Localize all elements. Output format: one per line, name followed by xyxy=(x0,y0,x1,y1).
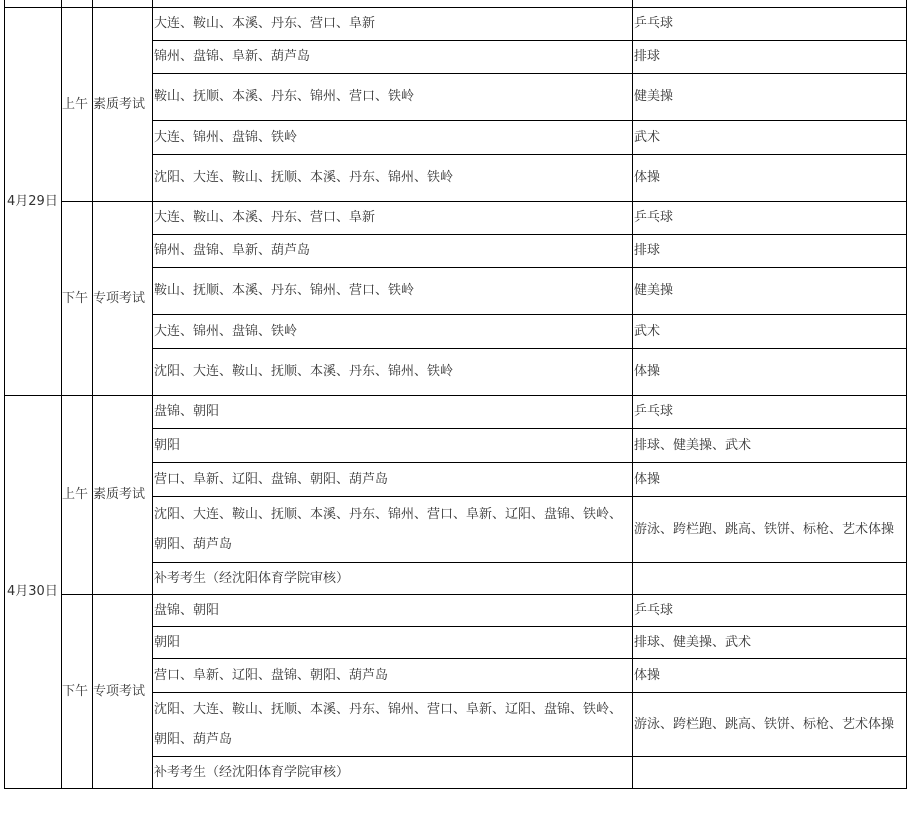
exam-type-cell: 专项考试 xyxy=(93,202,153,396)
events-cell: 武术 xyxy=(633,315,907,349)
events-cell: 排球 xyxy=(633,41,907,74)
events-cell: 排球、健美操、武术 xyxy=(633,429,907,463)
exam-schedule-table xyxy=(4,0,907,789)
events-cell: 排球 xyxy=(633,235,907,268)
session-time-cell: 下午 xyxy=(62,595,93,789)
events-cell: 健美操 xyxy=(633,74,907,121)
events-cell: 游泳、跨栏跑、跳高、铁饼、标枪、艺术体操 xyxy=(633,497,907,563)
cities-cell: 鞍山、抚顺、本溪、丹东、锦州、营口、铁岭 xyxy=(153,74,633,121)
table-row xyxy=(5,396,907,429)
cities-cell: 鞍山、抚顺、本溪、丹东、锦州、营口、铁岭 xyxy=(153,268,633,315)
session-time-cell: 上午 xyxy=(62,8,93,202)
cities-cell: 营口、阜新、辽阳、盘锦、朝阳、葫芦岛 xyxy=(153,659,633,693)
cities-cell: 沈阳、大连、鞍山、抚顺、本溪、丹东、锦州、营口、阜新、辽阳、盘锦、铁岭、朝阳、葫芦岛 xyxy=(153,497,633,563)
session-time-cell: 上午 xyxy=(62,396,93,595)
cities-cell: 营口、阜新、辽阳、盘锦、朝阳、葫芦岛 xyxy=(153,463,633,497)
events-cell: 体操 xyxy=(633,155,907,202)
cities-cell: 锦州、盘锦、阜新、葫芦岛 xyxy=(153,41,633,74)
exam-type-cell: 素质考试 xyxy=(93,396,153,595)
exam-type-cell: 素质考试 xyxy=(93,8,153,202)
table-row xyxy=(5,202,907,235)
table-top-row xyxy=(5,0,907,8)
cities-cell: 大连、鞍山、本溪、丹东、营口、阜新 xyxy=(153,8,633,41)
cities-cell: 大连、锦州、盘锦、铁岭 xyxy=(153,121,633,155)
cities-cell: 沈阳、大连、鞍山、抚顺、本溪、丹东、锦州、铁岭 xyxy=(153,155,633,202)
table-row xyxy=(5,8,907,41)
events-cell: 体操 xyxy=(633,659,907,693)
exam-type-cell: 专项考试 xyxy=(93,595,153,789)
events-cell: 乒乓球 xyxy=(633,396,907,429)
cities-cell: 大连、锦州、盘锦、铁岭 xyxy=(153,315,633,349)
events-cell xyxy=(633,757,907,789)
events-cell: 乒乓球 xyxy=(633,8,907,41)
events-cell: 排球、健美操、武术 xyxy=(633,627,907,659)
cities-cell: 朝阳 xyxy=(153,627,633,659)
cities-cell: 盘锦、朝阳 xyxy=(153,396,633,429)
cities-cell: 沈阳、大连、鞍山、抚顺、本溪、丹东、锦州、营口、阜新、辽阳、盘锦、铁岭、朝阳、葫芦岛 xyxy=(153,693,633,757)
events-cell: 乒乓球 xyxy=(633,202,907,235)
date-cell: 4月29日 xyxy=(5,8,62,396)
cities-cell: 大连、鞍山、本溪、丹东、营口、阜新 xyxy=(153,202,633,235)
cities-cell: 补考考生（经沈阳体育学院审核） xyxy=(153,757,633,789)
events-cell: 游泳、跨栏跑、跳高、铁饼、标枪、艺术体操 xyxy=(633,693,907,757)
events-cell xyxy=(633,563,907,595)
events-cell: 健美操 xyxy=(633,268,907,315)
cities-cell: 补考考生（经沈阳体育学院审核） xyxy=(153,563,633,595)
events-cell: 武术 xyxy=(633,121,907,155)
cities-cell: 朝阳 xyxy=(153,429,633,463)
date-cell: 4月30日 xyxy=(5,396,62,789)
events-cell: 体操 xyxy=(633,463,907,497)
cities-cell: 锦州、盘锦、阜新、葫芦岛 xyxy=(153,235,633,268)
session-time-cell: 下午 xyxy=(62,202,93,396)
cities-cell: 沈阳、大连、鞍山、抚顺、本溪、丹东、锦州、铁岭 xyxy=(153,349,633,396)
cities-cell: 盘锦、朝阳 xyxy=(153,595,633,627)
table-row xyxy=(5,595,907,627)
events-cell: 体操 xyxy=(633,349,907,396)
events-cell: 乒乓球 xyxy=(633,595,907,627)
